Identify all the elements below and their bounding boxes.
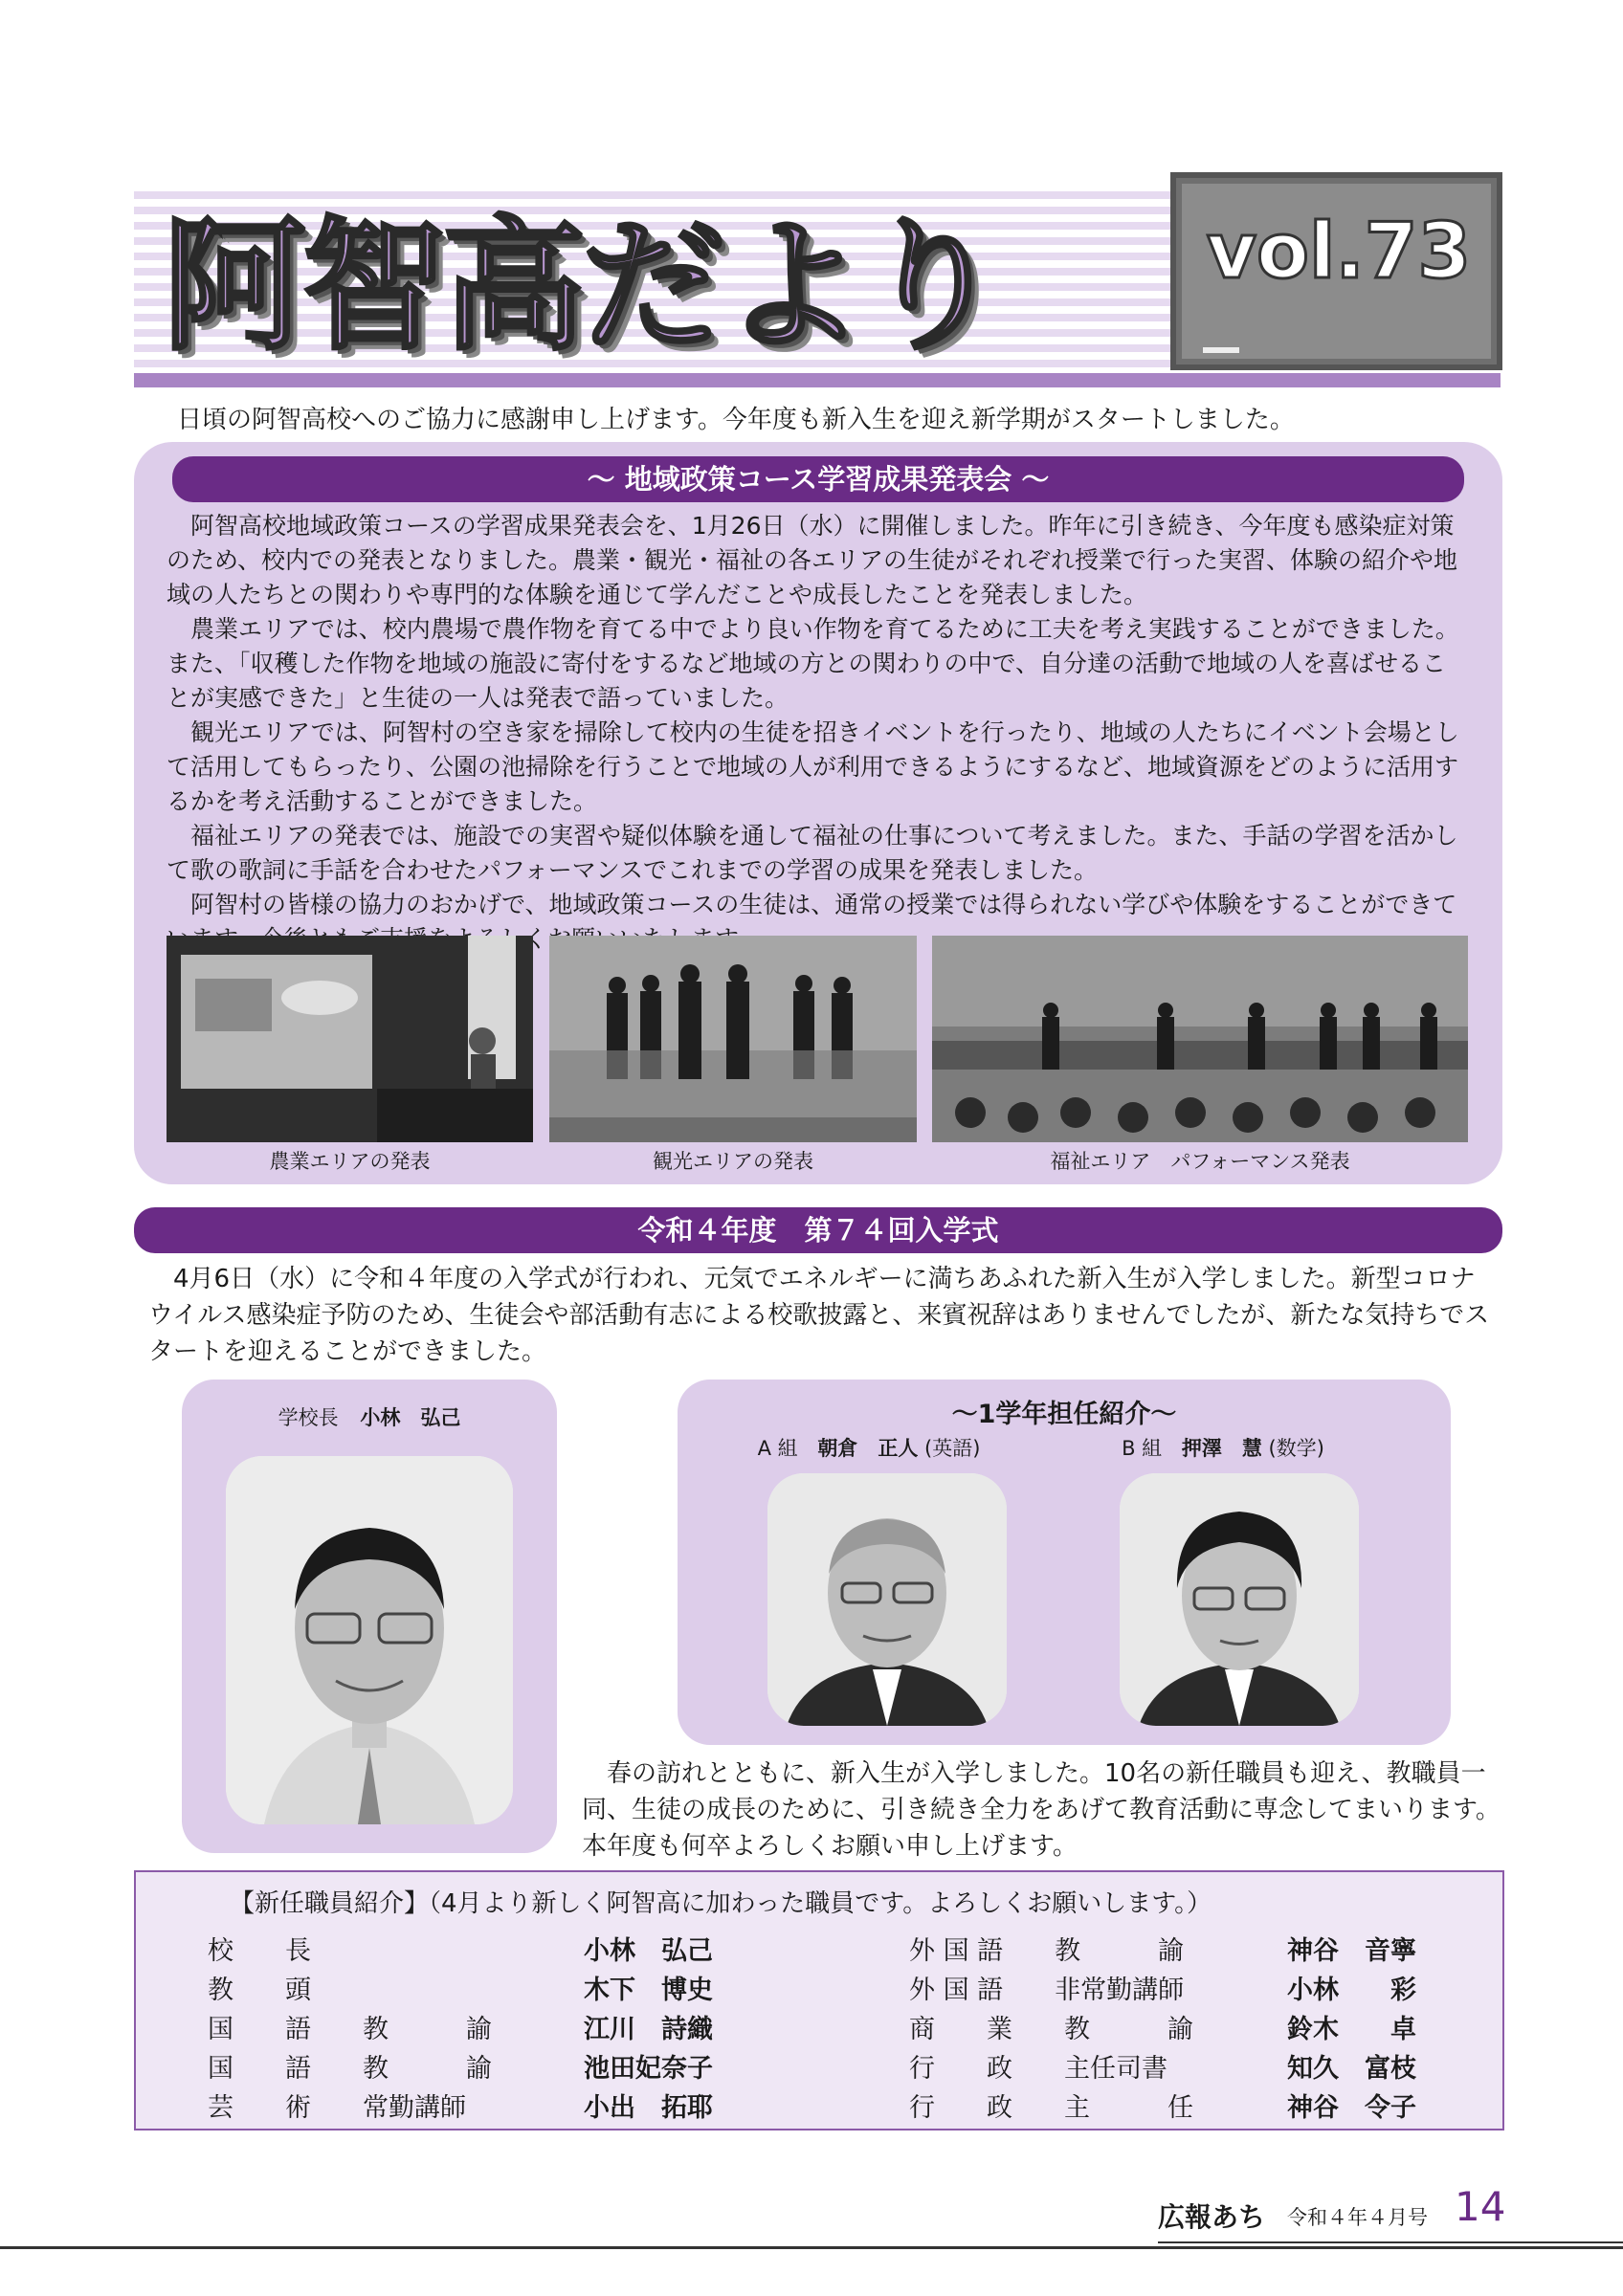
issue-label: 令和４年４月号	[1287, 2206, 1428, 2229]
policy-course-section	[134, 442, 1502, 1184]
entrance-intro: 4月6日（水）に令和４年度の入学式が行われ、元気でエネルギーに満ちあふれた新入生が入学しました。新型コロナウイルス感染症予防のため、生徒会や部活動有志による校歌披露と、来賓祝辞はありませんでしたが、新たな気持ちでスタートを迎えることができました。	[148, 1265, 1490, 1366]
paragraph: 農業エリアでは、校内農場で農作物を育てる中でより良い作物を育てるために工夫を考え実践することができました。また、「収穫した作物を地域の施設に寄付をするなど地域の方との関わりの中で、自分達の活動で地域の人を喜ばせることが実感できた」と生徒の一人は発表で語っていました。	[167, 615, 1459, 712]
teacher-name: 押澤 慧	[1181, 1437, 1262, 1460]
principal-portrait	[226, 1456, 513, 1824]
class-label: A 組	[757, 1437, 798, 1460]
closing-text: 春の訪れとともに、新入生が入学しました。10名の新任職員も迎え、教職員一同、生徒の成長のために、引き続き全力をあげて教育活動に専念してまいります。本年度も何卒よろしくお願い申し上げます。	[582, 1759, 1501, 1861]
photo-caption: 福祉エリア パフォーマンス発表	[1050, 1150, 1350, 1173]
staff-name: 小出 拓耶	[584, 2093, 713, 2123]
publication-name: 広報あち	[1158, 2201, 1266, 2233]
section-heading: ～ 地域政策コース学習成果発表会 ～	[172, 456, 1464, 502]
staff-role: 国 語 教 諭	[208, 2015, 492, 2044]
staff-role: 校 長	[208, 1936, 311, 1966]
agriculture-photo-image	[167, 936, 533, 1142]
volume-number: vol.73	[1206, 207, 1472, 296]
staff-role: 芸 術 常勤講師	[208, 2093, 466, 2123]
teacher-subject: (数学)	[1268, 1437, 1324, 1460]
welfare-photo	[932, 936, 1468, 1142]
staff-role: 外 国 語 非常勤講師	[909, 1976, 1185, 2005]
paragraph: 観光エリアでは、阿智村の空き家を掃除して校内の生徒を招きイベントを行ったり、地域の人たちにイベント会場として活用してもらったり、公園の池掃除を行うことで地域の人が利用できるようにするなど、地域資源をどのように活用するかを考え活動することができました。	[167, 718, 1459, 815]
principal-role: 学校長	[278, 1406, 339, 1429]
principal-name: 小林 弘己	[360, 1406, 461, 1429]
tourism-photo	[549, 936, 917, 1142]
staff-role: 教 頭	[208, 1976, 311, 2005]
principal-label	[182, 1402, 557, 1431]
staff-role: 行 政 主任司書	[909, 2054, 1167, 2084]
staff-name: 池田妃奈子	[584, 2054, 713, 2084]
staff-name: 神谷 音寧	[1287, 1936, 1416, 1966]
paragraph: 阿智高校地域政策コースの学習成果発表会を、1月26日（水）に開催しました。昨年に引き続き、今年度も感染症対策のため、校内での発表となりました。農業・観光・福祉の各エリアの生徒がそれぞれ授業で行った実習、体験の紹介や地域の人たちとの関わりや専門的な体験を通じて学んだことや成長したことを発表しました。	[167, 512, 1458, 608]
page-number: 14	[1455, 2183, 1506, 2230]
homeroom-card	[678, 1380, 1451, 1745]
chalkboard	[1170, 172, 1502, 370]
staff-role: 国 語 教 諭	[208, 2054, 492, 2084]
lead-text: 日頃の阿智高校へのご協力に感謝申し上げます。今年度も新入生を迎え新学期がスタートしました。	[177, 406, 1295, 434]
footer-rule	[1158, 2241, 1623, 2243]
section-body	[167, 509, 1468, 957]
teacher-a-label	[716, 1433, 1022, 1462]
photo-caption: 農業エリアの発表	[269, 1150, 431, 1173]
staff-title: 【新任職員紹介】（4月より新しく阿智高に加わった職員です。よろしくお願いします。）	[230, 1889, 1212, 1918]
principal-card	[182, 1380, 557, 1853]
tourism-photo-image	[549, 936, 917, 1142]
masthead	[134, 191, 1501, 387]
teacher-a-portrait	[767, 1473, 1007, 1726]
staff-role: 行 政 主 任	[909, 2093, 1193, 2123]
footer-line	[0, 2246, 1623, 2249]
paragraph: 福祉エリアの発表では、施設での実習や疑似体験を通して福祉の仕事について考えました。また、手話の学習を活かして歌の歌詞に手話を合わせたパフォーマンスでこれまでの学習の成果を発表しました。	[167, 822, 1458, 884]
section-heading: 令和４年度 第７４回入学式	[134, 1207, 1502, 1253]
teacher-b-portrait-image	[1120, 1473, 1359, 1726]
staff-name: 神谷 令子	[1287, 2093, 1416, 2123]
photo-caption: 観光エリアの発表	[653, 1150, 813, 1173]
teacher-subject: (英語)	[924, 1437, 981, 1460]
newsletter-title: 阿智高だより	[163, 204, 1002, 370]
staff-name: 小林 彩	[1287, 1976, 1416, 2005]
welfare-photo-image	[932, 936, 1468, 1142]
new-staff-box	[134, 1870, 1504, 2130]
staff-name: 江川 詩織	[584, 2015, 713, 2044]
staff-role: 商 業 教 諭	[909, 2015, 1193, 2044]
principal-portrait-image	[226, 1456, 513, 1824]
staff-name: 小林 弘己	[584, 1936, 713, 1966]
class-label: B 組	[1122, 1437, 1163, 1460]
staff-name: 鈴木 卓	[1287, 2015, 1416, 2044]
staff-role: 外 国 語 教 諭	[909, 1936, 1185, 1966]
homeroom-title: ～1学年担任紹介～	[951, 1400, 1177, 1429]
chalk-icon	[1203, 347, 1239, 353]
teacher-b-label	[1070, 1433, 1376, 1462]
teacher-name: 朝倉 正人	[817, 1437, 919, 1460]
teacher-a-portrait-image	[767, 1473, 1007, 1726]
teacher-b-portrait	[1120, 1473, 1359, 1726]
paragraph: 阿智村の皆様の協力のおかげで、地域政策コースの生徒は、通常の授業では得られない学びや体験をすることができて くお	[190, 891, 1457, 953]
masthead-bar	[134, 373, 1501, 387]
staff-name: 木下 博史	[584, 1976, 713, 2005]
staff-name: 知久 富枝	[1287, 2054, 1416, 2084]
agriculture-photo	[167, 936, 533, 1142]
